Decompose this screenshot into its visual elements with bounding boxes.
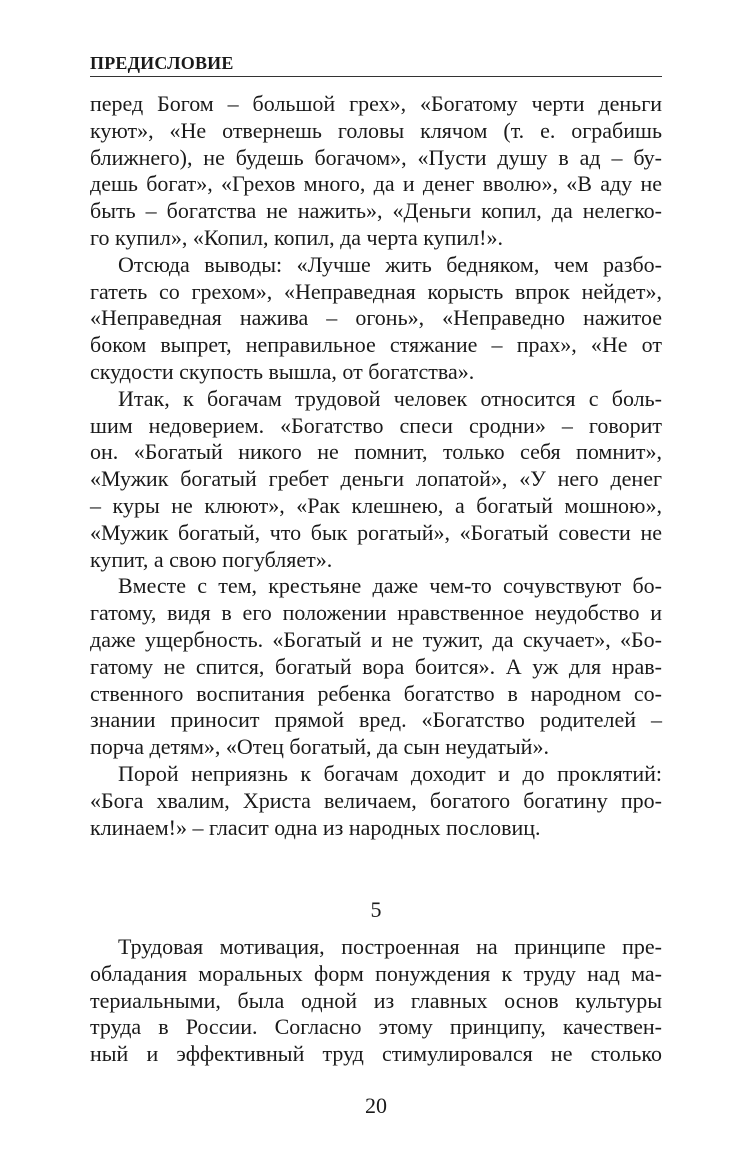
section-number: 5 bbox=[370, 897, 382, 922]
text-line: ственного воспитания ребенка богатство в народном со- bbox=[90, 680, 662, 706]
text-line: ный и эффективный труд стимулировался не столько bbox=[90, 1041, 662, 1067]
text-line: порча детям», «Отец богатый, да сын неудатый». bbox=[90, 734, 549, 760]
text-line: ближнего), не будешь богачом», «Пусти душу в ад – бу- bbox=[90, 144, 662, 170]
text-line: Отсюда выводы: «Лучше жить бедняком, чем разбо- bbox=[118, 251, 662, 277]
text-line: гатому не спится, богатый вора боится». А уж для нрав- bbox=[90, 653, 662, 679]
text-line: дешь богат», «Грехов много, да и денег вволю», «В аду не bbox=[90, 171, 662, 197]
text-line: труда в России. Согласно этому принципу, качествен- bbox=[90, 1014, 662, 1040]
text-line: куют», «Не отвернешь головы клячом (т. е. ограбишь bbox=[90, 117, 662, 143]
text-line: быть – богатства не нажить», «Деньги копил, да нелегко- bbox=[90, 198, 662, 224]
header-rule bbox=[90, 76, 662, 77]
text-line: знании приносит прямой вред. «Богатство родителей – bbox=[90, 707, 662, 733]
paragraph bbox=[90, 573, 662, 761]
text-line: «Мужик богатый, что бык рогатый», «Богатый совести не bbox=[90, 519, 662, 545]
text-line: гатому, видя в его положении нравственное неудобство и bbox=[90, 600, 662, 626]
paragraph bbox=[90, 91, 662, 252]
text-line: он. «Богатый никого не помнит, только себя помнит», bbox=[90, 439, 662, 465]
text-line: перед Богом – большой грех», «Богатому черти деньги bbox=[90, 91, 662, 116]
text-line: «Мужик богатый гребет деньги лопатой», «У него денег bbox=[90, 466, 662, 492]
text-line: Трудовая мотивация, построенная на принципе пре- bbox=[118, 934, 662, 959]
text-line: Порой неприязнь к богачам доходит и до проклятий: bbox=[118, 760, 662, 786]
text-line: Вместе с тем, крестьяне даже чем-то сочувствуют бо- bbox=[118, 573, 662, 599]
text-line: клинаем!» – гласит одна из народных пословиц. bbox=[90, 814, 541, 840]
paragraph bbox=[90, 934, 662, 1068]
text-line: гатеть со грехом», «Неправедная корысть впрок нейдет», bbox=[90, 278, 662, 304]
section-text bbox=[90, 934, 662, 1068]
text-line: го купил», «Копил, копил, да черта купил!». bbox=[90, 224, 503, 250]
text-line: териальными, была одной из главных основ культуры bbox=[90, 987, 662, 1013]
paragraph bbox=[90, 386, 662, 574]
text-line: «Неправедная нажива – огонь», «Неправедно нажитое bbox=[90, 305, 662, 331]
text-line: скудости скупость вышла, от богатства». bbox=[90, 358, 475, 384]
text-line: даже ущербность. «Богатый и не тужит, да скучает», «Бо- bbox=[90, 626, 662, 652]
text-line: купит, а свою погубляет». bbox=[90, 546, 333, 572]
text-line: «Бога хвалим, Христа величаем, богатого богатину про- bbox=[90, 787, 662, 813]
text-line: Итак, к богачам трудовой человек относится с боль- bbox=[118, 385, 662, 411]
main-text bbox=[90, 91, 662, 841]
paragraph bbox=[90, 252, 662, 386]
running-title: ПРЕДИСЛОВИЕ bbox=[90, 53, 234, 73]
page-number: 20 bbox=[365, 1093, 387, 1118]
text-line: шим недоверием. «Богатство спеси сродни» – говорит bbox=[90, 412, 662, 438]
paragraph bbox=[90, 761, 662, 841]
text-line: обладания моральных форм понуждения к труду над ма- bbox=[90, 960, 662, 986]
text-line: боком выпрет, неправильное стяжание – прах», «Не от bbox=[90, 332, 662, 358]
text-line: – куры не клюют», «Рак клешнею, а богатый мошною», bbox=[90, 492, 662, 518]
